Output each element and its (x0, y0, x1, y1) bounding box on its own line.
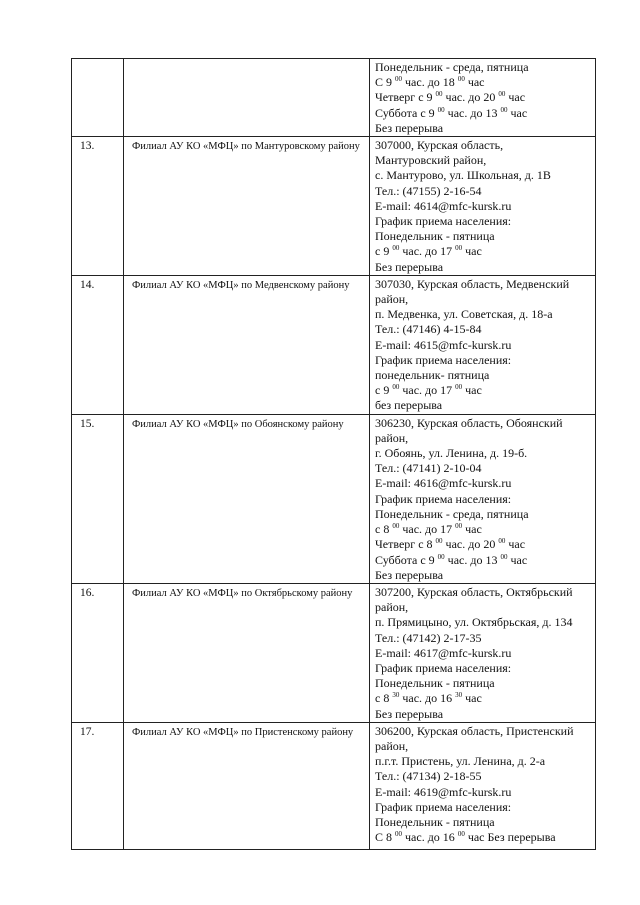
time-minutes-superscript: 00 (395, 830, 403, 839)
time-minutes-superscript: 00 (392, 244, 400, 253)
branch-name-cell (124, 137, 370, 276)
time-minutes-superscript: 00 (395, 75, 403, 84)
info-text: Без перерыва (375, 567, 444, 582)
branch-name: Филиал АУ КО «МФЦ» по Обоянскому району (132, 418, 344, 430)
time-minutes-superscript: 00 (455, 244, 463, 253)
info-text: График приема населения: (375, 491, 512, 506)
info-line (375, 507, 593, 522)
info-text: Понедельник - среда, пятница (375, 506, 529, 521)
info-text: п. Прямицыно, ул. Октябрьская, д. 134 (375, 615, 573, 630)
info-text: с 9 (375, 244, 393, 259)
branch-name-cell (124, 583, 370, 722)
time-minutes-superscript: 00 (437, 105, 445, 114)
time-minutes-superscript: 00 (457, 75, 465, 84)
info-text: E-mail: 4619@mfc-kursk.ru (375, 784, 512, 799)
info-line (375, 121, 593, 136)
branch-name-cell (124, 275, 370, 414)
info-text: Без перерыва (375, 706, 444, 721)
info-line (375, 368, 593, 383)
time-minutes-superscript: 30 (392, 691, 400, 700)
info-line (375, 60, 593, 75)
info-line (375, 553, 593, 568)
info-text: Тел.: (47142) 2-17-35 (375, 630, 482, 645)
time-minutes-superscript: 00 (457, 830, 465, 839)
info-line (375, 631, 593, 646)
info-text: с 9 (375, 383, 393, 398)
info-line (375, 830, 593, 845)
info-line (375, 568, 593, 583)
branches-table-body (72, 59, 596, 850)
info-line (375, 184, 593, 199)
time-minutes-superscript: 00 (392, 383, 400, 392)
info-text: с 8 (375, 522, 393, 537)
info-line (375, 416, 593, 446)
info-text: Четверг с 9 (375, 90, 436, 105)
info-text: с. Мантурово, ул. Школьная, д. 1В (375, 168, 551, 183)
row-number-cell (72, 722, 124, 849)
row-number: 14. (80, 278, 95, 291)
info-line (375, 691, 593, 706)
info-line (375, 800, 593, 815)
info-line (375, 153, 593, 168)
branch-name-cell (124, 722, 370, 849)
row-number: 16. (80, 586, 95, 599)
row-number-cell (72, 137, 124, 276)
table-row (72, 722, 596, 849)
info-line (375, 353, 593, 368)
info-text: Понедельник - среда, пятница (375, 60, 529, 74)
branch-name-cell (124, 414, 370, 583)
time-minutes-superscript: 00 (500, 105, 508, 114)
info-text: График приема населения: (375, 214, 512, 229)
info-line (375, 661, 593, 676)
info-text: Понедельник - пятница (375, 229, 495, 244)
info-line (375, 106, 593, 121)
info-line (375, 383, 593, 398)
row-number-cell (72, 275, 124, 414)
time-minutes-superscript: 00 (437, 552, 445, 561)
info-line (375, 615, 593, 630)
info-line (375, 277, 593, 307)
info-text: С 8 (375, 830, 396, 845)
info-text: 307000, Курская область, (375, 138, 504, 153)
info-line (375, 446, 593, 461)
time-minutes-superscript: 00 (498, 90, 506, 99)
info-line (375, 585, 593, 615)
info-text: час (507, 105, 528, 120)
info-text: час. до 16 (399, 691, 456, 706)
row-number-cell (72, 59, 124, 137)
info-line (375, 199, 593, 214)
info-text: час (462, 691, 482, 706)
table-row (72, 414, 596, 583)
info-text: час. до 18 (402, 75, 458, 90)
info-line (375, 168, 593, 183)
branch-info-cell (370, 722, 596, 849)
info-text: E-mail: 4617@mfc-kursk.ru (375, 645, 512, 660)
time-minutes-superscript: 00 (498, 537, 506, 546)
info-line (375, 537, 593, 552)
info-text: час (462, 383, 482, 398)
info-text: час. до 13 (444, 552, 501, 567)
info-text: E-mail: 4614@mfc-kursk.ru (375, 198, 512, 213)
info-text: 306230, Курская область, Обоянский район, (375, 415, 563, 445)
info-line (375, 815, 593, 830)
info-line (375, 338, 593, 353)
info-text: Без перерыва (375, 259, 444, 274)
info-text: 306200, Курская область, Пристенский район, (375, 723, 574, 753)
info-line (375, 307, 593, 322)
info-text: час Без перерыва (464, 830, 556, 845)
info-line (375, 75, 593, 90)
info-text: час (462, 244, 482, 259)
table-row (72, 275, 596, 414)
info-text: час. до 17 (399, 522, 456, 537)
info-text: Понедельник - пятница (375, 676, 495, 691)
info-text: Четверг с 8 (375, 537, 436, 552)
branch-info-cell (370, 583, 596, 722)
time-minutes-superscript: 00 (435, 537, 443, 546)
info-line (375, 646, 593, 661)
info-text: Тел.: (47134) 2-18-55 (375, 769, 482, 784)
info-text: час. до 17 (399, 244, 456, 259)
info-text: С 9 (375, 75, 396, 90)
info-text: Тел.: (47155) 2-16-54 (375, 183, 482, 198)
info-line (375, 260, 593, 275)
info-text: E-mail: 4615@mfc-kursk.ru (375, 337, 512, 352)
info-text: час. до 17 (399, 383, 456, 398)
info-text: час. до 13 (444, 105, 501, 120)
info-text: час (505, 90, 526, 105)
info-line (375, 754, 593, 769)
info-line (375, 229, 593, 244)
branch-info-cell (370, 275, 596, 414)
row-number-cell (72, 414, 124, 583)
info-line (375, 785, 593, 800)
info-line (375, 724, 593, 754)
row-number: 13. (80, 140, 95, 153)
row-number: 17. (80, 725, 95, 738)
time-minutes-superscript: 00 (455, 383, 463, 392)
info-text: без перерыва (375, 398, 443, 413)
branch-info-cell (370, 414, 596, 583)
info-text: п.г.т. Пристень, ул. Ленина, д. 2-а (375, 754, 546, 769)
info-line (375, 707, 593, 722)
info-line (375, 461, 593, 476)
branch-name: Филиал АУ КО «МФЦ» по Октябрьскому району (132, 587, 353, 599)
info-text: час (462, 522, 482, 537)
info-text: 307030, Курская область, Медвенский район, (375, 276, 570, 307)
info-text: Тел.: (47146) 4-15-84 (375, 322, 482, 337)
info-text: Суббота с 9 (375, 552, 438, 567)
row-number-cell (72, 583, 124, 722)
branches-table (71, 58, 596, 850)
info-text: Понедельник - пятница (375, 814, 495, 829)
row-number: 15. (80, 417, 95, 430)
time-minutes-superscript: 00 (392, 522, 400, 531)
info-line (375, 214, 593, 229)
branch-info-cell (370, 137, 596, 276)
info-line (375, 322, 593, 337)
info-text: График приема населения: (375, 799, 512, 814)
time-minutes-superscript: 00 (455, 522, 463, 531)
info-text: Суббота с 9 (375, 105, 438, 120)
info-text: Тел.: (47141) 2-10-04 (375, 461, 482, 476)
info-line (375, 138, 593, 153)
info-text: п. Медвенка, ул. Советская, д. 18-а (375, 307, 553, 322)
info-line (375, 476, 593, 491)
info-text: E-mail: 4616@mfc-kursk.ru (375, 476, 512, 491)
info-text: час (507, 552, 528, 567)
info-text: Без перерыва (375, 120, 444, 135)
info-text: час (464, 75, 485, 90)
info-text: 307200, Курская область, Октябрьский район, (375, 584, 573, 615)
info-line (375, 244, 593, 259)
branch-name-cell (124, 59, 370, 137)
info-text: с 8 (375, 691, 393, 706)
info-text: час. до 20 (442, 90, 499, 105)
info-line (375, 398, 593, 413)
info-text: час (505, 537, 526, 552)
info-text: понедельник- пятница (375, 368, 490, 383)
info-line (375, 90, 593, 105)
time-minutes-superscript: 00 (435, 90, 443, 99)
info-line (375, 676, 593, 691)
time-minutes-superscript: 00 (500, 552, 508, 561)
branch-name: Филиал АУ КО «МФЦ» по Мантуровскому району (132, 141, 360, 153)
table-row (72, 583, 596, 722)
info-text: г. Обоянь, ул. Ленина, д. 19-б. (375, 446, 528, 461)
info-line (375, 492, 593, 507)
info-text: График приема населения: (375, 352, 512, 367)
info-line (375, 522, 593, 537)
table-row-continuation (72, 59, 596, 137)
branch-name: Филиал АУ КО «МФЦ» по Медвенскому району (132, 279, 350, 291)
info-text: Мантуровский район, (375, 153, 487, 168)
branch-name: Филиал АУ КО «МФЦ» по Пристенскому району (132, 726, 354, 738)
info-line (375, 769, 593, 784)
info-text: час. до 20 (442, 537, 499, 552)
branch-info-cell (370, 59, 596, 137)
info-text: График приема населения: (375, 660, 512, 675)
table-row (72, 137, 596, 276)
info-text: час. до 16 (402, 830, 458, 845)
time-minutes-superscript: 30 (455, 691, 463, 700)
